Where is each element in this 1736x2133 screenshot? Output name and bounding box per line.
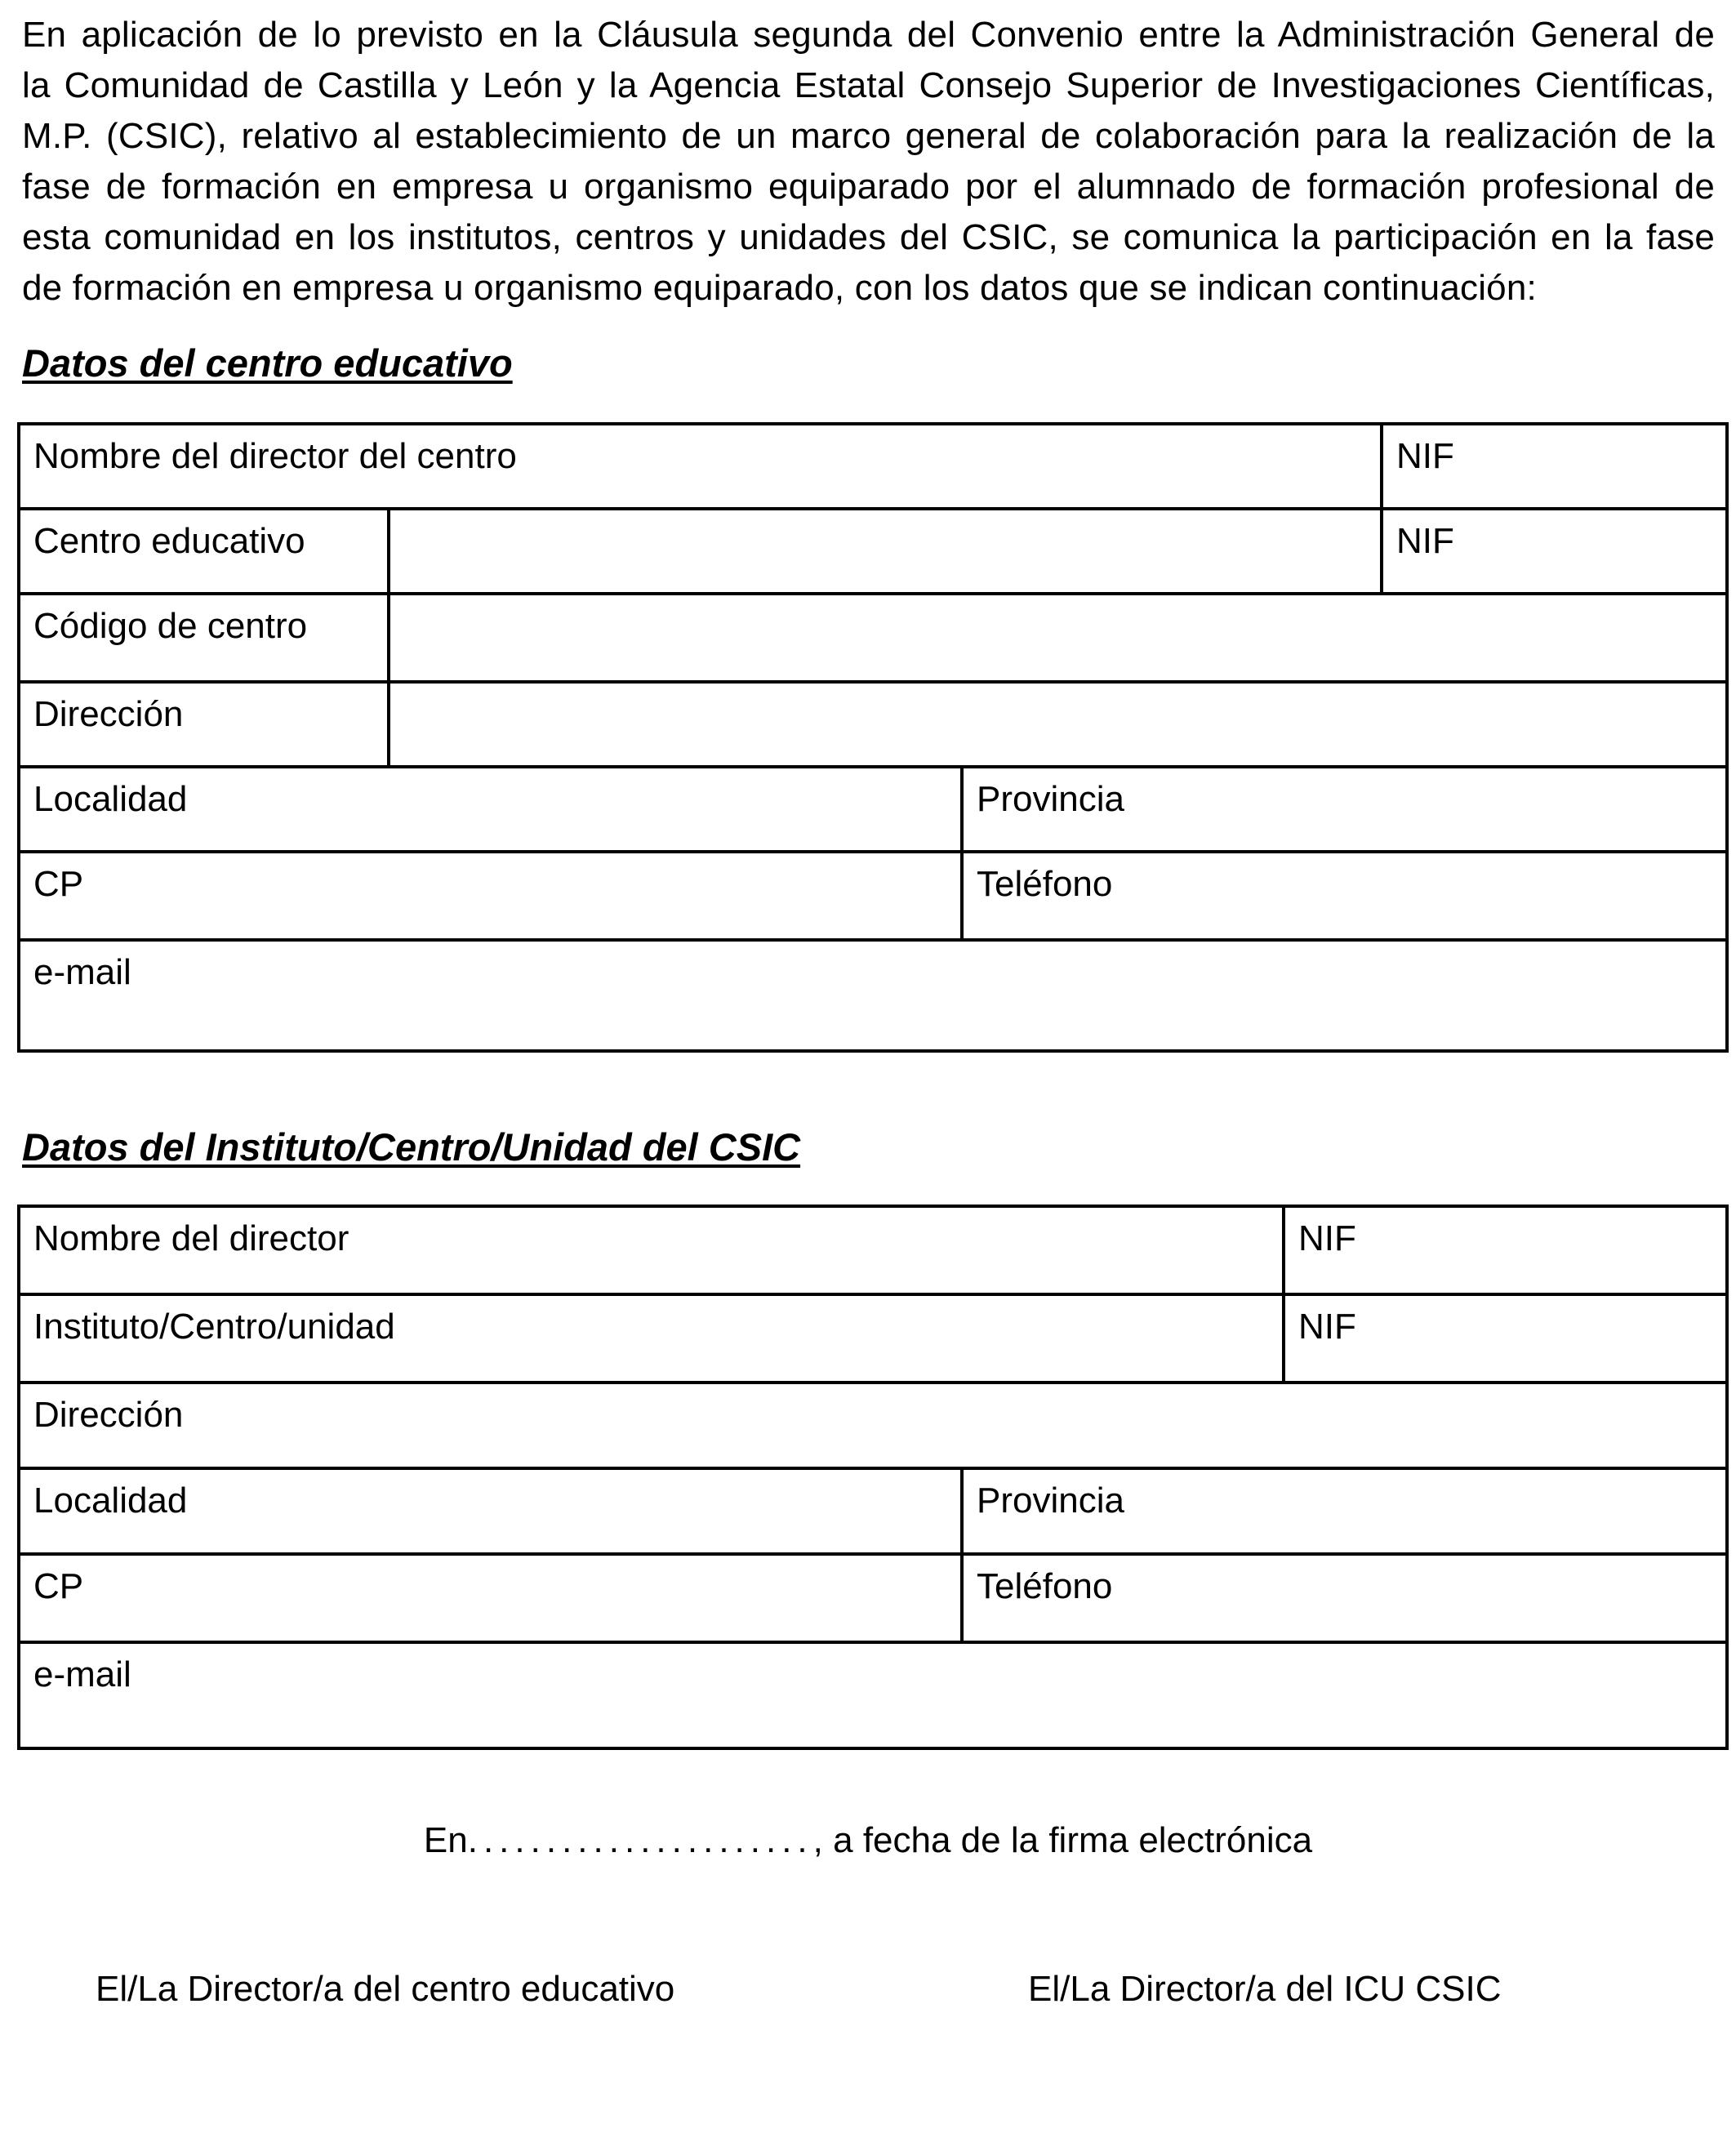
paragraph-line: esta comunidad en los institutos, centros y unidades del CSIC, se comunica la participación en la fase [22,217,1715,257]
label-cell-localidad-csic: Localidad [19,1468,962,1554]
label-cell-centro-educativo: Centro educativo [19,509,389,594]
section-heading-instituto-csic: Datos del Instituto/Centro/Unidad del CSIC [22,1125,801,1169]
label-cell-localidad-centro: Localidad [19,767,962,852]
signature-label-director-centro: El/La Director/a del centro educativo [96,1969,675,2009]
table-row [19,1468,1727,1554]
paragraph-line: la Comunidad de Castilla y León y la Agencia Estatal Consejo Superior de Investigaciones Científicas, [22,65,1715,105]
label-cell-nif-instituto: NIF [1284,1294,1727,1383]
table-row [19,1206,1727,1294]
label-cell-email-centro: e-mail [19,940,1727,1051]
input-cell-centro-educativo[interactable] [389,509,1382,594]
table-row [19,1554,1727,1642]
table-centro-educativo [17,422,1729,1053]
input-cell-codigo-centro[interactable] [389,594,1727,682]
label-cell-direccion-csic: Dirección [19,1383,1727,1468]
paragraph-line: En aplicación de lo previsto en la Cláusula segunda del Convenio entre la Administración General de [22,15,1715,55]
place-prefix: En [423,1820,468,1860]
label-cell-nombre-director-centro: Nombre del director del centro [19,424,1382,509]
label-cell-telefono-csic: Teléfono [962,1554,1727,1642]
label-cell-cp-centro: CP [19,852,962,940]
table-row [19,509,1727,594]
table-row [19,852,1727,940]
table-instituto-csic [17,1205,1729,1750]
table-row [19,1294,1727,1383]
label-cell-provincia-centro: Provincia [962,767,1727,852]
paragraph-line: fase de formación en empresa u organismo equiparado por el alumnado de formación profesional de [22,167,1715,207]
input-cell-direccion-centro[interactable] [389,682,1727,767]
table-row [19,767,1727,852]
place-dotted-blank: ...................... [467,1820,813,1860]
label-cell-cp-csic: CP [19,1554,962,1642]
table-row [19,1383,1727,1468]
table-row [19,682,1727,767]
section-heading-centro-educativo: Datos del centro educativo [22,341,513,385]
paragraph-line: M.P. (CSIC), relativo al establecimiento de un marco general de colaboración para la realización de la [22,116,1715,156]
signature-label-director-icu-csic: El/La Director/a del ICU CSIC [1028,1969,1502,2009]
table-row [19,424,1727,509]
label-cell-email-csic: e-mail [19,1642,1727,1748]
label-cell-instituto-centro-unidad: Instituto/Centro/unidad [19,1294,1284,1383]
table-row [19,1642,1727,1748]
label-cell-nif-director-csic: NIF [1284,1206,1727,1294]
label-cell-nif-centro: NIF [1382,509,1727,594]
place-suffix: , a fecha de la firma electrónica [812,1820,1313,1860]
label-cell-direccion-centro: Dirección [19,682,389,767]
table-row [19,594,1727,682]
table-row [19,940,1727,1051]
label-cell-nombre-director-csic: Nombre del director [19,1206,1284,1294]
label-cell-telefono-centro: Teléfono [962,852,1727,940]
signature-row [0,1970,1736,2009]
place-and-date-line [0,1820,1736,1861]
intro-paragraph [22,10,1715,314]
label-cell-nif-director: NIF [1382,424,1727,509]
label-cell-codigo-centro: Código de centro [19,594,389,682]
paragraph-line: de formación en empresa u organismo equiparado, con los datos que se indican continuación: [22,268,1537,308]
label-cell-provincia-csic: Provincia [962,1468,1727,1554]
